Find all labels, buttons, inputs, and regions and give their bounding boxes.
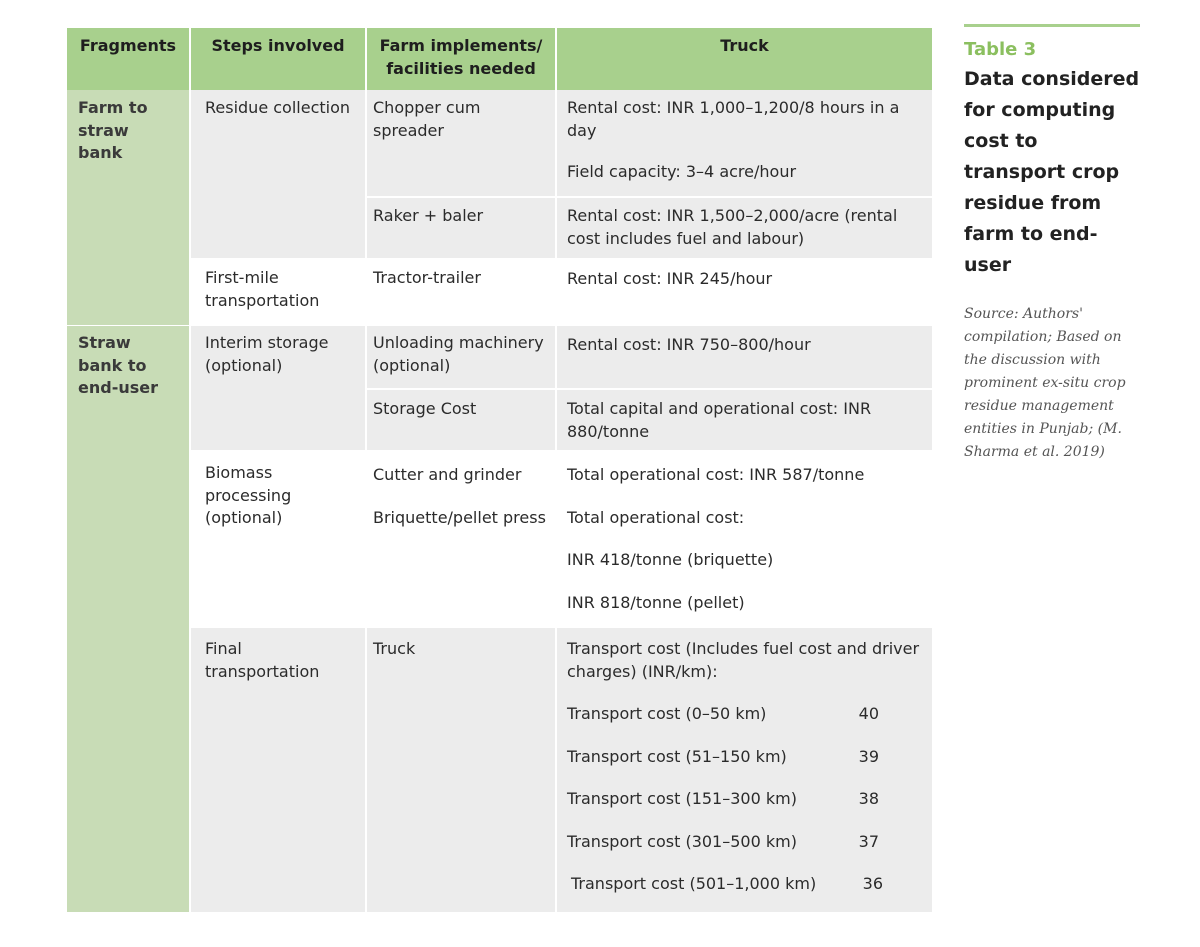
- transport-row: Transport cost (51–150 km) 39: [567, 746, 879, 766]
- truck-chopper: [557, 90, 932, 196]
- briquette-cost-label: Total operational cost:: [567, 507, 745, 527]
- table-source: Source: Authors' compilation; Based on the discussion with prominent ex-situ crop residue management entities in Punjab; (M. Sharma et al. 2019): [964, 306, 1126, 460]
- header-steps: Steps involved: [191, 28, 365, 90]
- header-fragments: Fragments: [67, 28, 189, 90]
- table-caption: [964, 24, 1140, 464]
- truck-tractor: Rental cost: INR 245/hour: [557, 258, 932, 326]
- transport-row: Transport cost (151–300 km) 38: [567, 789, 879, 808]
- caption-rule: [964, 24, 1140, 27]
- chopper-capacity-text: Field capacity: 3–4 acre/hour: [567, 162, 797, 181]
- table-title: Data considered for computing cost to transport crop residue from farm to end-user: [964, 68, 1140, 276]
- transport-row: Transport cost (501–1,000 km) 36: [571, 874, 883, 893]
- header-implements: Farm implements/ facilities needed: [367, 28, 555, 90]
- step-interim-storage: Interim storage (optional): [191, 326, 365, 450]
- implement-cutter-grinder: Cutter and grinder: [373, 465, 522, 484]
- transport-header-text: Transport cost (Includes fuel cost and driver charges) (INR/km):: [567, 639, 920, 681]
- implement-storage-cost: Storage Cost: [367, 390, 555, 450]
- fragment-farm-to-straw-bank: Farm to straw bank: [67, 90, 189, 326]
- truck-unloading: Rental cost: INR 750–800/hour: [557, 326, 932, 388]
- implement-unloading: Unloading machinery (optional): [367, 326, 555, 388]
- fragment-straw-bank-to-end-user: Straw bank to end-user: [67, 326, 189, 912]
- step-first-mile: First-mile transportation: [191, 258, 365, 326]
- implement-briquette-press: Briquette/pellet press: [373, 507, 546, 527]
- pellet-cost-text: INR 818/tonne (pellet): [567, 592, 745, 612]
- truck-biomass: [557, 450, 932, 628]
- chopper-rental-text: Rental cost: INR 1,000–1,200/8 hours in a day: [567, 98, 900, 140]
- truck-baler: Rental cost: INR 1,500–2,000/acre (rental cost includes fuel and labour): [557, 198, 932, 258]
- transport-row: Transport cost (301–500 km) 37: [567, 831, 879, 851]
- transport-row: Transport cost (0–50 km) 40: [567, 704, 879, 723]
- implement-chopper: Chopper cum spreader: [367, 90, 555, 196]
- header-truck: Truck: [557, 28, 932, 90]
- implement-biomass: [367, 450, 555, 628]
- cutter-cost-text: Total operational cost: INR 587/tonne: [567, 465, 865, 484]
- implement-truck: Truck: [367, 628, 555, 912]
- step-biomass-processing: Biomass processing (optional): [191, 450, 365, 628]
- truck-storage: Total capital and operational cost: INR 880/tonne: [557, 390, 932, 450]
- truck-transport: [557, 628, 932, 912]
- implement-tractor-trailer: Tractor-trailer: [367, 258, 555, 326]
- table-label: Table 3: [964, 39, 1037, 60]
- implement-raker-baler: Raker + baler: [367, 198, 555, 258]
- step-residue-collection: Residue collection: [191, 90, 365, 258]
- briquette-cost-text: INR 418/tonne (briquette): [567, 550, 774, 569]
- step-final-transportation: Final transportation: [191, 628, 365, 912]
